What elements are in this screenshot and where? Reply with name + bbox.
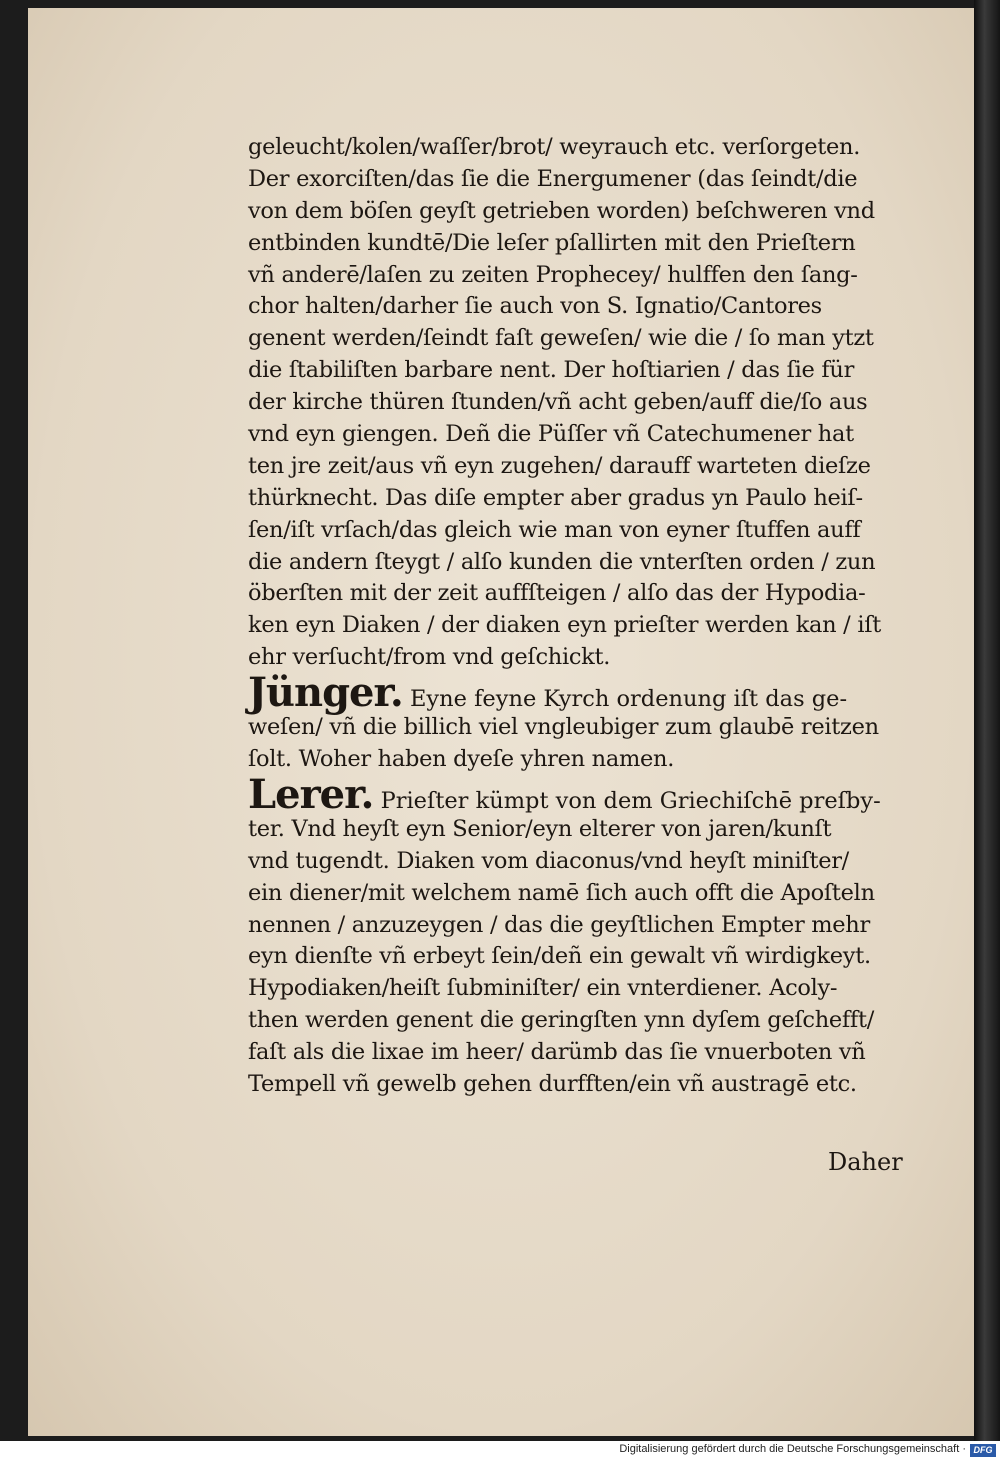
speaker-paragraph-lerer bbox=[248, 770, 948, 818]
text-line: vñ anderē/laſen zu zeiten Prophecey/ hulffen den ſang- bbox=[248, 261, 858, 288]
footer-bar bbox=[0, 1441, 1000, 1461]
text-line: vnd tugendt. Diaken vom diaconus/vnd heyſt miniſter/ bbox=[248, 847, 849, 874]
text-line: vnd eyn giengen. Deñ die Püſſer vñ Catechumener hat bbox=[248, 421, 854, 448]
footer-credit: Digitalisierung gefördert durch die Deutsche Forschungsgemeinschaft · bbox=[619, 1443, 966, 1455]
text-line: faſt als die lixae im heer/ darümb das ſie vnuerboten vñ bbox=[248, 1039, 866, 1066]
text-line: ſen/iſt vrſach/das gleich wie man von eyner ſtuffen auff bbox=[248, 516, 861, 543]
text-line: ken eyn Diaken / der diaken eyn prieſter werden kan / iſt bbox=[248, 612, 881, 639]
text-line: entbinden kundtē/Die leſer pſallirten mit den Prieſtern bbox=[248, 229, 856, 256]
speaker-paragraph-juenger bbox=[248, 669, 948, 717]
text-line: then werden genent die geringſten ynn dyſem geſchefft/ bbox=[248, 1007, 874, 1034]
text-line: thürknecht. Das diſe empter aber gradus yn Paulo heiſ- bbox=[248, 484, 863, 511]
text-line: chor halten/darher ſie auch von S. Ignatio/Cantores bbox=[248, 293, 822, 320]
text-line: der kirche thüren ſtunden/vñ acht geben/auff die/ſo aus bbox=[248, 389, 868, 416]
text-line: von dem böſen geyſt getrieben worden) beſchweren vnd bbox=[248, 197, 875, 224]
text-line: ten jre zeit/aus vñ eyn zugehen/ darauff warteten dieſze bbox=[248, 452, 871, 479]
text-line: Eyne feyne Kyrch ordenung iſt das ge- bbox=[410, 686, 848, 713]
text-line: ehr verſucht/from vnd geſchickt. bbox=[248, 644, 611, 671]
dfg-logo-icon: DFG bbox=[970, 1444, 996, 1457]
text-line: ter. Vnd heyſt eyn Senior/eyn elterer von jaren/kunſt bbox=[248, 815, 832, 842]
speaker-label-juenger: Jünger. bbox=[248, 669, 403, 717]
catchword: Daher bbox=[828, 1148, 903, 1176]
text-line: die ſtabiliſten barbare nent. Der hoſtiarien / das ſie für bbox=[248, 357, 855, 384]
speaker-label-lerer: Lerer. bbox=[248, 770, 374, 818]
text-line: Hypodiaken/heiſt ſubminiſter/ ein vnterdiener. Acoly- bbox=[248, 975, 838, 1002]
text-line: genent werden/ſeindt faſt geweſen/ wie die / ſo man ytzt bbox=[248, 325, 874, 352]
text-line: weſen/ vñ die billich viel vngleubiger zum glaubē reitzen bbox=[248, 714, 879, 741]
text-line: ein diener/mit welchem namē ſich auch offt die Apoſteln bbox=[248, 879, 875, 906]
text-line: nennen / anzuzeygen / das die geyſtlichen Empter mehr bbox=[248, 911, 870, 938]
scan-right-edge bbox=[974, 0, 1000, 1441]
text-line: geleucht/kolen/waſſer/brot/ weyrauch etc. verſorgeten. bbox=[248, 134, 861, 160]
text-line: eyn dienſte vñ erbeyt ſein/deñ ein gewalt vñ wirdigkeyt. bbox=[248, 943, 871, 970]
text-line: öberſten mit der zeit auffſteigen / alſo das der Hypodia- bbox=[248, 580, 866, 607]
text-line: ſolt. Woher haben dyeſe yhren namen. bbox=[248, 746, 675, 773]
page-text bbox=[248, 132, 948, 1101]
text-line: Der exorciſten/das ſie die Energumener (das ſeindt/die bbox=[248, 165, 858, 192]
text-line: Tempell vñ gewelb gehen durfften/ein vñ austragē etc. bbox=[248, 1071, 857, 1098]
text-line: die andern ſteygt / alſo kunden die vnterſten orden / zun bbox=[248, 548, 876, 575]
text-line: Prieſter kümpt von dem Griechiſchē preſby- bbox=[380, 787, 881, 814]
